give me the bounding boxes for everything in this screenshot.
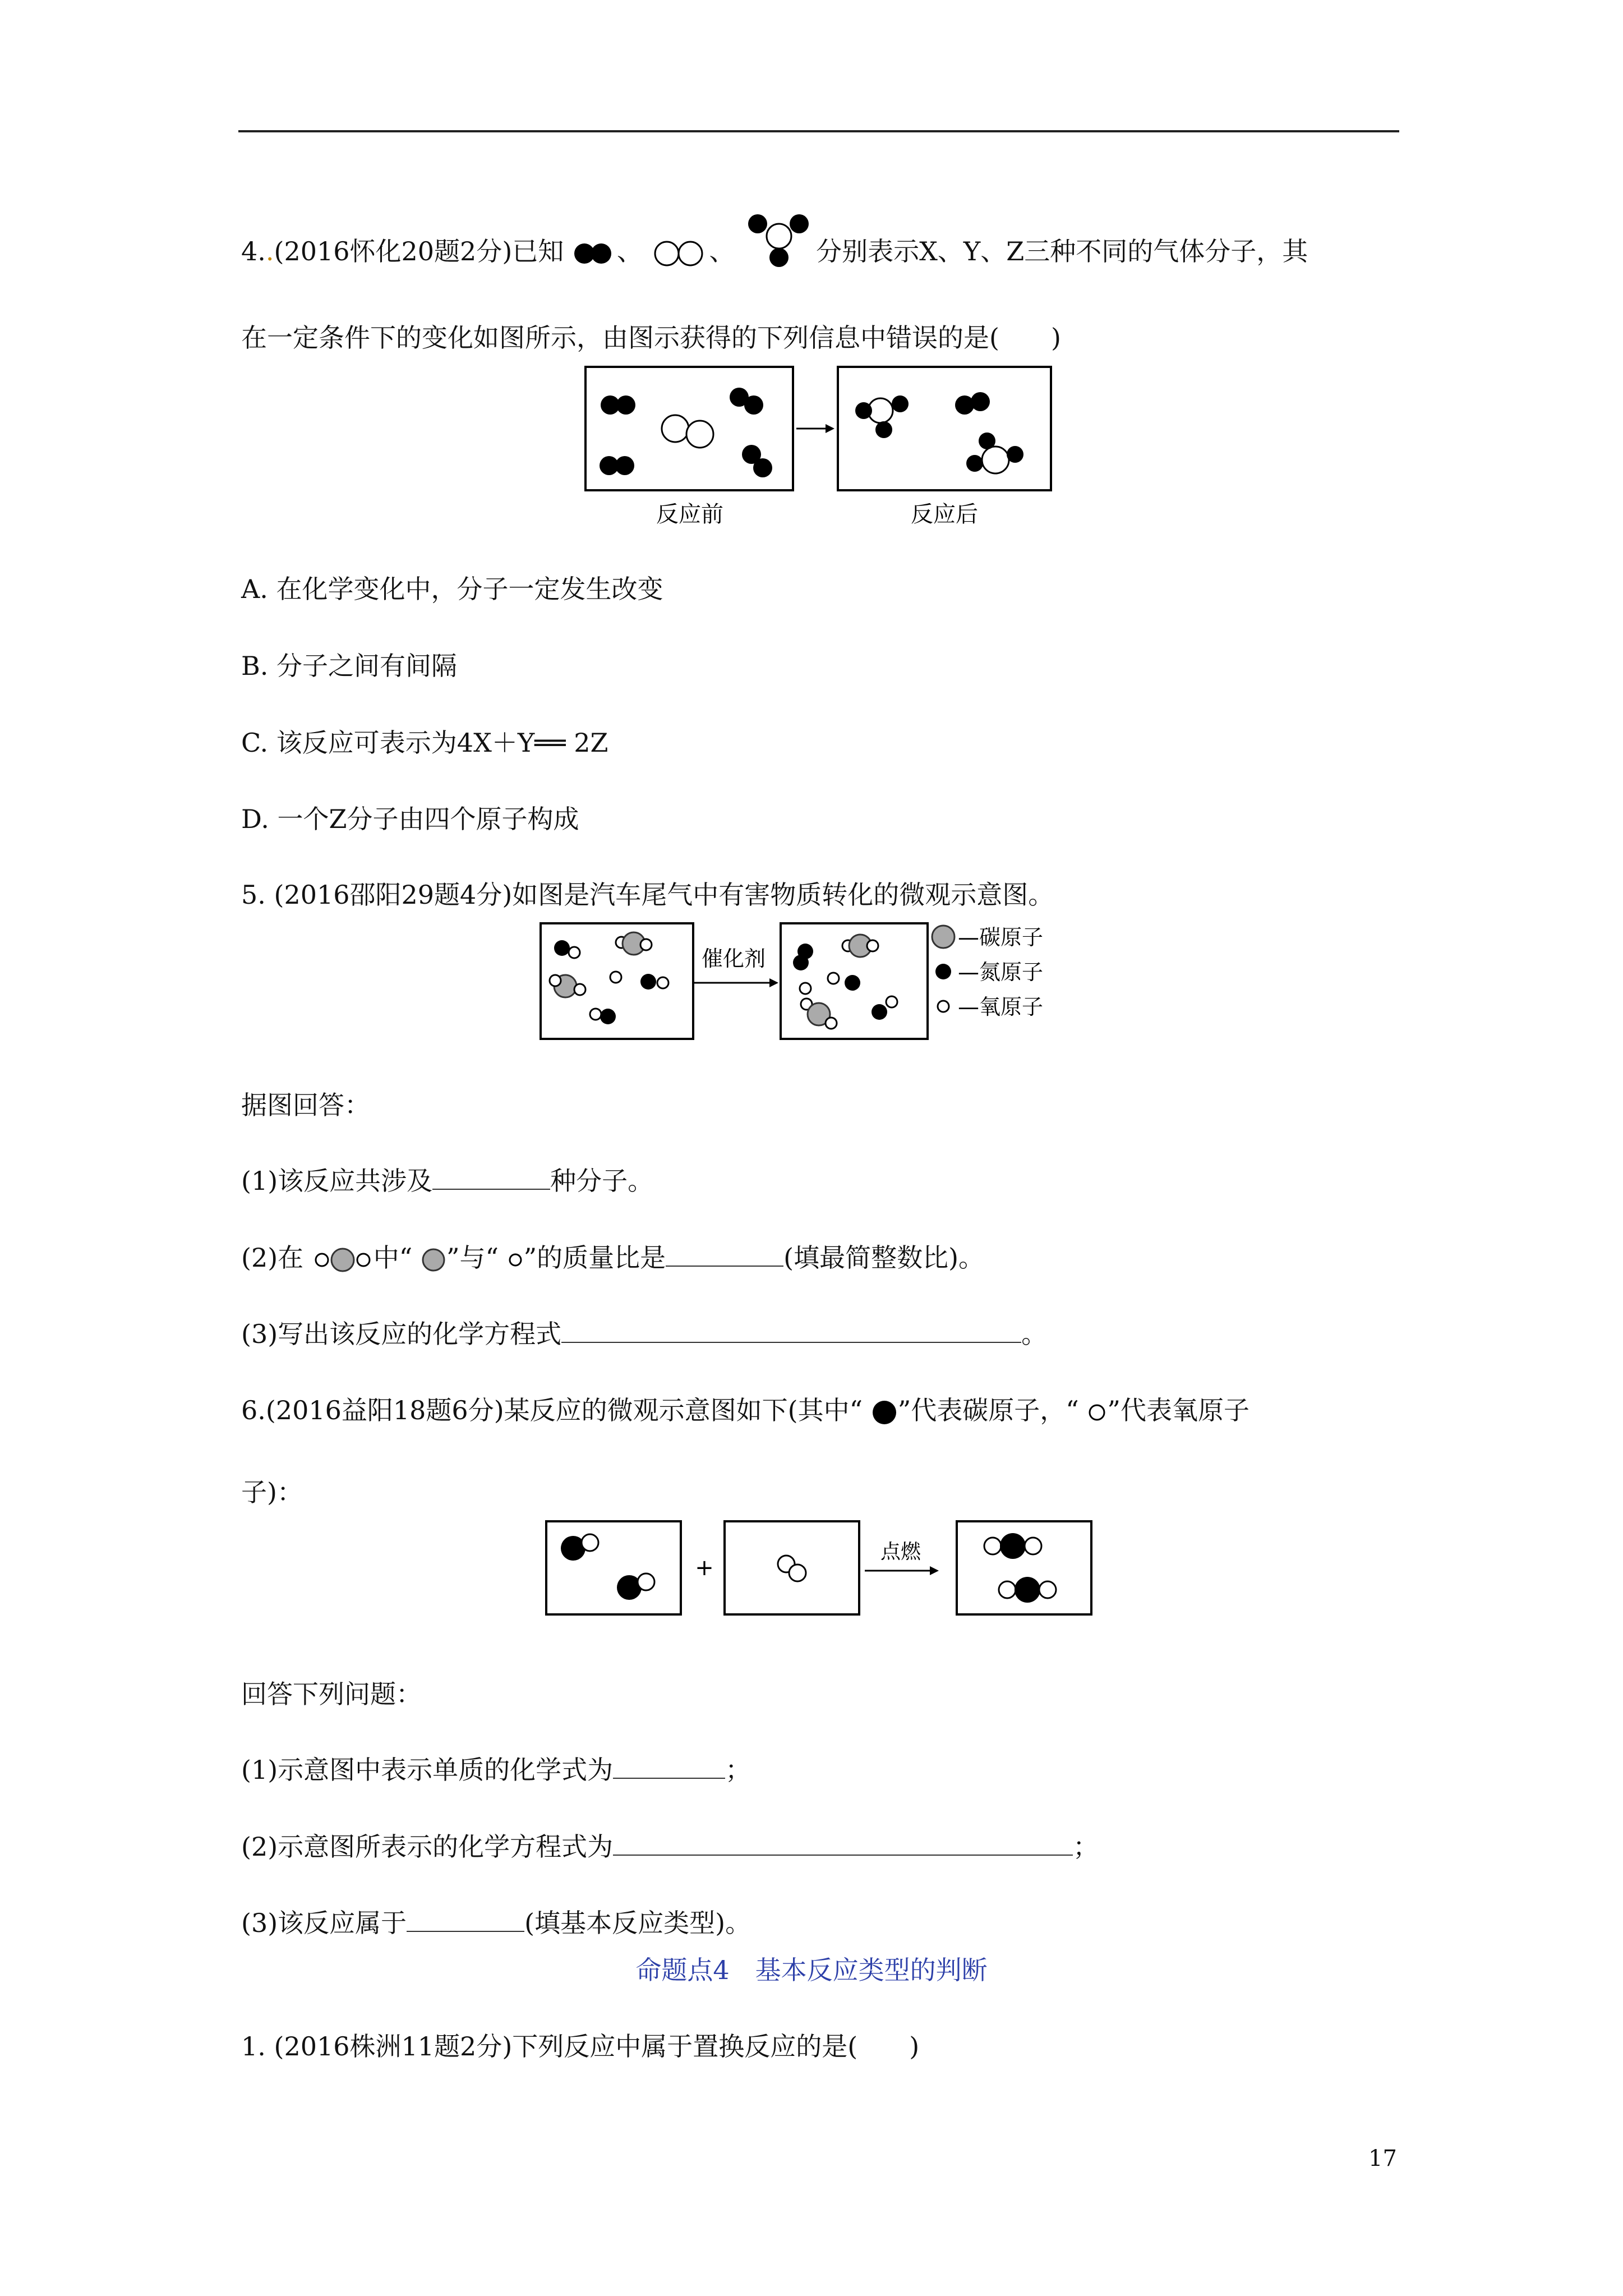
q4-text-b: 分别表示X、Y、Z三种不同的气体分子，其 — [816, 236, 1308, 266]
q6-p2-text: (2)示意图所表示的化学方程式为 — [241, 1832, 614, 1862]
q4-option-a: A. 在化学变化中，分子一定发生改变 — [241, 574, 663, 604]
q4-before-box — [585, 367, 793, 490]
q6-p2-blank[interactable] — [613, 1832, 1073, 1856]
legend-oxygen: —氧原子 — [958, 995, 1044, 1019]
q4-before-caption: 反应前 — [656, 501, 723, 527]
q6-line1 — [241, 1393, 1249, 1427]
q5-catalyst-label: 催化剂 — [701, 946, 766, 971]
q5-part3 — [241, 1317, 1047, 1351]
q6-p3-suffix: (填基本反应类型)。 — [524, 1908, 751, 1938]
section-heading: 命题点4 基本反应类型的判断 — [635, 1955, 988, 1985]
oxygen-atom-icon — [507, 1251, 524, 1268]
q6-answer-intro: 回答下列问题： — [241, 1679, 422, 1709]
q5-p3-blank[interactable] — [561, 1319, 1021, 1343]
legend-nitrogen: —氮原子 — [958, 960, 1044, 984]
q4-option-b: B. 分子之间有间隔 — [241, 651, 458, 681]
q5-line1: 5. (2016邵阳29题4分)如图是汽车尾气中有害物质转化的微观示意图。 — [241, 880, 1054, 910]
q5-p2-suffix: (填最简整数比)。 — [783, 1243, 985, 1273]
q5-p2-text4: ”的质量比是 — [523, 1243, 666, 1273]
q5-answer-intro: 据图回答： — [241, 1090, 370, 1120]
q4-option-c: C. 该反应可表示为4X＋Y══ 2Z — [241, 728, 608, 758]
q6-p2-suffix: ； — [1073, 1832, 1099, 1862]
q5-legend — [932, 925, 1043, 1019]
carbon-atom-icon — [932, 926, 955, 948]
y-molecule-icon — [651, 240, 709, 268]
q5-p2-text3: ”与“ — [446, 1243, 499, 1273]
q6-p3-blank[interactable] — [407, 1908, 524, 1932]
z-molecule-icon — [743, 210, 816, 269]
q6-line2: 子)： — [241, 1477, 303, 1507]
q6-text-a: 6.(2016益阳18题6分)某反应的微观示意图如下(其中“ — [241, 1395, 863, 1425]
nitrogen-atom-icon — [935, 964, 951, 979]
q6-part2 — [241, 1830, 1099, 1864]
q5-p2-text2: 中“ — [373, 1243, 413, 1273]
q4-text-a: (2016怀化20题2分)已知 — [274, 236, 564, 266]
q6-p1-suffix: ； — [725, 1755, 751, 1785]
q6-condition: 点燃 — [880, 1540, 921, 1563]
q4-line2: 在一定条件下的变化如图所示，由图示获得的下列信息中错误的是( ) — [241, 323, 1061, 353]
q4-after-caption: 反应后 — [911, 501, 978, 527]
q5-p1-suffix: 种分子。 — [550, 1166, 654, 1196]
q5-p1-text: (1)该反应共涉及 — [241, 1166, 433, 1196]
header-rule — [238, 130, 1399, 132]
q5-reaction-figure — [538, 920, 1099, 1043]
q5-p1-blank[interactable] — [432, 1166, 550, 1190]
q5-p2-blank[interactable] — [666, 1243, 783, 1267]
q4-sep2: 、 — [709, 236, 735, 266]
q5-part1 — [241, 1164, 653, 1198]
q6-p1-text: (1)示意图中表示单质的化学式为 — [241, 1755, 614, 1785]
q1-line1: 1. (2016株洲11题2分)下列反应中属于置换反应的是( ) — [241, 2031, 920, 2062]
q6-plus: + — [695, 1555, 714, 1581]
q5-p3-text: (3)写出该反应的化学方程式 — [241, 1319, 562, 1349]
q5-part2 — [241, 1241, 984, 1274]
q4-after-box — [838, 367, 1051, 490]
q6-box1 — [546, 1521, 681, 1614]
carbon-atom-icon — [871, 1399, 898, 1426]
q4-option-d: D. 一个Z分子由四个原子构成 — [241, 804, 579, 834]
q4-sep1: 、 — [616, 236, 643, 266]
q4-reaction-figure — [583, 365, 1054, 533]
page-number: 17 — [1368, 2146, 1397, 2171]
q6-part1 — [241, 1753, 751, 1787]
oxygen-atom-icon — [938, 1001, 949, 1012]
oxygen-atom-icon — [1087, 1402, 1107, 1423]
carbon-atom-icon — [421, 1247, 446, 1273]
q6-text-c: ”代表氧原子 — [1107, 1395, 1249, 1425]
q6-p1-blank[interactable] — [613, 1755, 725, 1779]
q6-part3 — [241, 1906, 751, 1940]
q5-p3-suffix: 。 — [1021, 1319, 1048, 1349]
q6-text-b: ”代表碳原子，“ — [897, 1395, 1079, 1425]
q4-number: 4. — [241, 236, 266, 266]
legend-carbon: —碳原子 — [958, 925, 1044, 950]
q6-p3-text: (3)该反应属于 — [241, 1908, 407, 1938]
q5-p2-text: (2)在 — [241, 1243, 304, 1273]
q4-line1 — [241, 234, 1308, 269]
q4-dot: . — [265, 236, 274, 266]
x-molecule-icon — [572, 241, 617, 266]
q6-reaction-figure — [544, 1519, 1099, 1620]
co2-molecule-icon — [312, 1248, 374, 1272]
